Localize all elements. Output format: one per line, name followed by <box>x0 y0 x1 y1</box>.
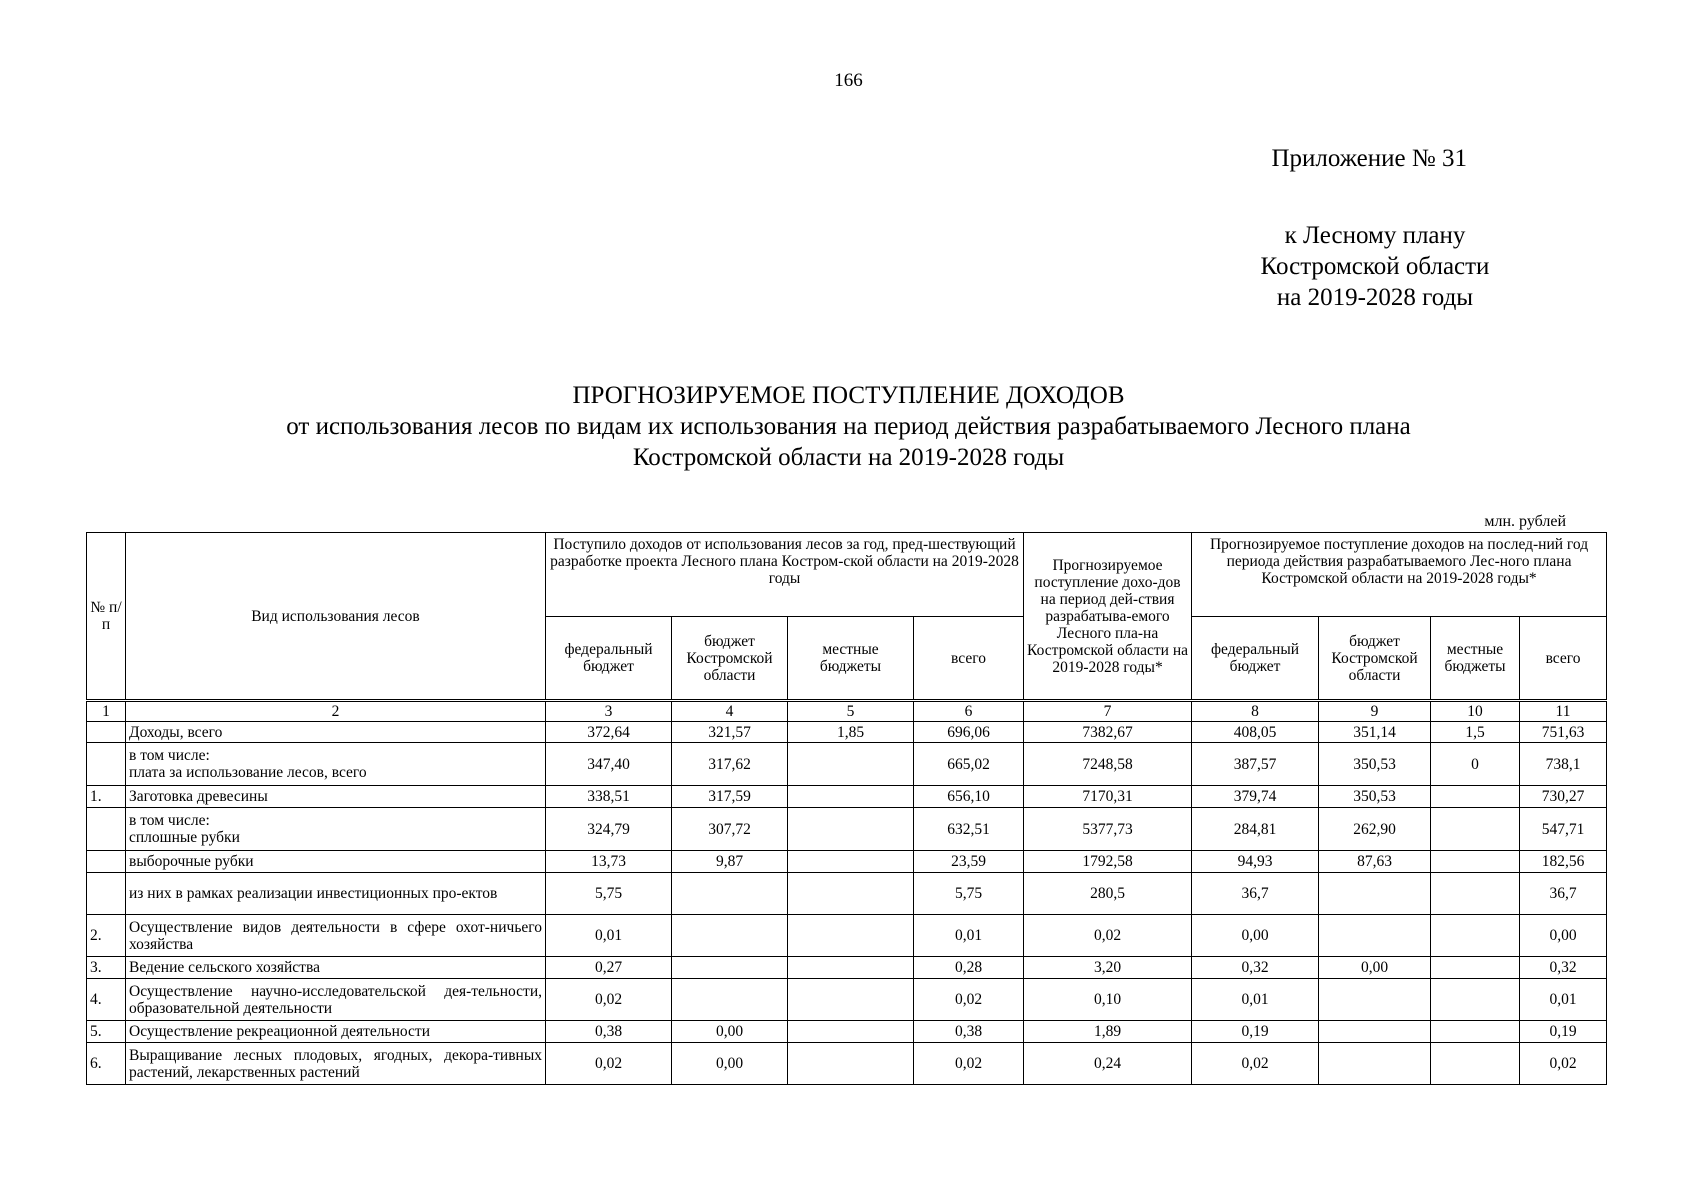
cell-last-local <box>1431 957 1520 979</box>
cell-regional: 0,00 <box>672 1043 788 1085</box>
table-row <box>87 957 1607 979</box>
cell-forecast-period: 3,20 <box>1024 957 1192 979</box>
table-row <box>87 915 1607 957</box>
page-number: 166 <box>834 70 863 91</box>
income-table <box>86 532 1607 1085</box>
row-name <box>126 808 546 851</box>
row-name: Ведение сельского хозяйства <box>126 957 546 979</box>
cell-last-local <box>1431 808 1520 851</box>
cell-last-local: 0 <box>1431 743 1520 786</box>
column-number: 5 <box>788 701 914 722</box>
title-line: ПРОГНОЗИРУЕМОЕ ПОСТУПЛЕНИЕ ДОХОДОВ <box>572 382 1125 409</box>
header-total: всего <box>1520 617 1607 701</box>
cell-local <box>788 979 914 1021</box>
cell-federal: 0,02 <box>546 979 672 1021</box>
cell-total: 632,51 <box>914 808 1024 851</box>
cell-local <box>788 1021 914 1043</box>
cell-last-total: 0,00 <box>1520 915 1607 957</box>
cell-last-total: 182,56 <box>1520 851 1607 873</box>
column-number: 6 <box>914 701 1024 722</box>
cell-last-regional: 262,90 <box>1319 808 1431 851</box>
cell-local <box>788 1043 914 1085</box>
column-number: 7 <box>1024 701 1192 722</box>
column-number: 8 <box>1192 701 1319 722</box>
cell-last-federal: 0,01 <box>1192 979 1319 1021</box>
cell-regional <box>672 979 788 1021</box>
header-regional: бюджет Костромской области <box>672 617 788 701</box>
cell-federal: 372,64 <box>546 722 672 743</box>
header-local: местные бюджеты <box>1431 617 1520 701</box>
cell-federal: 324,79 <box>546 808 672 851</box>
cell-local <box>788 915 914 957</box>
column-number: 4 <box>672 701 788 722</box>
cell-federal: 0,27 <box>546 957 672 979</box>
cell-federal: 0,01 <box>546 915 672 957</box>
cell-federal: 347,40 <box>546 743 672 786</box>
cell-last-total: 738,1 <box>1520 743 1607 786</box>
column-numbers-row <box>87 701 1607 722</box>
units-label: млн. рублей <box>1484 513 1566 530</box>
cell-forecast-period: 1792,58 <box>1024 851 1192 873</box>
cell-total: 0,01 <box>914 915 1024 957</box>
row-name: Осуществление научно-исследовательской дея-тельности, образовательной деятельности <box>126 979 546 1021</box>
cell-federal: 338,51 <box>546 786 672 808</box>
cell-last-regional: 0,00 <box>1319 957 1431 979</box>
header-federal: федеральный бюджет <box>1192 617 1319 701</box>
cell-total: 0,02 <box>914 979 1024 1021</box>
cell-last-local <box>1431 1043 1520 1085</box>
cell-last-federal: 94,93 <box>1192 851 1319 873</box>
cell-last-federal: 0,32 <box>1192 957 1319 979</box>
cell-total: 665,02 <box>914 743 1024 786</box>
cell-last-regional: 350,53 <box>1319 786 1431 808</box>
appendix-reference <box>1215 220 1535 313</box>
row-name-line: в том числе: <box>129 812 210 829</box>
cell-regional <box>672 915 788 957</box>
cell-last-local <box>1431 873 1520 915</box>
table-row <box>87 722 1607 743</box>
cell-local <box>788 873 914 915</box>
row-index: 2. <box>87 915 126 957</box>
cell-last-total: 36,7 <box>1520 873 1607 915</box>
row-name-line: сплошные рубки <box>129 829 240 846</box>
row-name-line: в том числе: <box>129 747 210 764</box>
cell-federal: 5,75 <box>546 873 672 915</box>
cell-last-total: 0,01 <box>1520 979 1607 1021</box>
cell-regional <box>672 957 788 979</box>
cell-total: 0,02 <box>914 1043 1024 1085</box>
table-row <box>87 873 1607 915</box>
appendix-line: к Лесному плану <box>1284 222 1466 249</box>
cell-last-federal: 379,74 <box>1192 786 1319 808</box>
cell-federal: 0,02 <box>546 1043 672 1085</box>
cell-local: 1,85 <box>788 722 914 743</box>
table-row <box>87 786 1607 808</box>
row-name: Доходы, всего <box>126 722 546 743</box>
row-index <box>87 873 126 915</box>
row-index: 3. <box>87 957 126 979</box>
cell-forecast-period: 0,02 <box>1024 915 1192 957</box>
cell-total: 696,06 <box>914 722 1024 743</box>
cell-last-federal: 0,02 <box>1192 1043 1319 1085</box>
header-forecast-period: Прогнозируемое поступление дохо-дов на период дей-ствия разрабатыва-емого Лесного пла-на Костромской области на 2019-2028 годы* <box>1024 533 1192 701</box>
table-row <box>87 979 1607 1021</box>
column-number: 2 <box>126 701 546 722</box>
cell-last-total: 0,02 <box>1520 1043 1607 1085</box>
cell-last-regional <box>1319 1043 1431 1085</box>
document-title <box>0 380 1697 473</box>
row-name: Осуществление видов деятельности в сфере охот-ничьего хозяйства <box>126 915 546 957</box>
row-name: из них в рамках реализации инвестиционных про-ектов <box>126 873 546 915</box>
row-index: 5. <box>87 1021 126 1043</box>
header-group-prev-year: Поступило доходов от использования лесов за год, пред-шествующий разработке проекта Лесного плана Костром-ской области на 2019-2028 годы <box>546 533 1024 617</box>
row-index <box>87 851 126 873</box>
appendix-number: Приложение № 31 <box>1271 145 1467 172</box>
cell-last-regional <box>1319 979 1431 1021</box>
row-index <box>87 722 126 743</box>
cell-forecast-period: 280,5 <box>1024 873 1192 915</box>
row-index: 1. <box>87 786 126 808</box>
cell-forecast-period: 7382,67 <box>1024 722 1192 743</box>
row-name <box>126 743 546 786</box>
row-index <box>87 743 126 786</box>
row-name-line: плата за использование лесов, всего <box>129 764 367 781</box>
cell-last-regional <box>1319 915 1431 957</box>
cell-last-local <box>1431 786 1520 808</box>
column-number: 3 <box>546 701 672 722</box>
cell-last-federal: 0,00 <box>1192 915 1319 957</box>
cell-local <box>788 786 914 808</box>
cell-federal: 0,38 <box>546 1021 672 1043</box>
cell-regional: 321,57 <box>672 722 788 743</box>
row-name: Выращивание лесных плодовых, ягодных, декора-тивных растений, лекарственных растений <box>126 1043 546 1085</box>
cell-total: 0,28 <box>914 957 1024 979</box>
row-index <box>87 808 126 851</box>
cell-last-local <box>1431 915 1520 957</box>
cell-last-local <box>1431 1021 1520 1043</box>
column-number: 10 <box>1431 701 1520 722</box>
table-row <box>87 1021 1607 1043</box>
cell-last-local: 1,5 <box>1431 722 1520 743</box>
cell-last-federal: 36,7 <box>1192 873 1319 915</box>
appendix-line: на 2019-2028 годы <box>1276 284 1474 311</box>
cell-local <box>788 743 914 786</box>
cell-last-regional: 350,53 <box>1319 743 1431 786</box>
cell-last-regional: 351,14 <box>1319 722 1431 743</box>
cell-last-total: 547,71 <box>1520 808 1607 851</box>
column-number: 9 <box>1319 701 1431 722</box>
appendix-line: Костромской области <box>1260 253 1490 280</box>
column-number: 1 <box>87 701 126 722</box>
cell-forecast-period: 7170,31 <box>1024 786 1192 808</box>
cell-local <box>788 851 914 873</box>
cell-local <box>788 957 914 979</box>
cell-forecast-period: 1,89 <box>1024 1021 1192 1043</box>
cell-last-regional: 87,63 <box>1319 851 1431 873</box>
row-name: Осуществление рекреационной деятельности <box>126 1021 546 1043</box>
cell-regional: 307,72 <box>672 808 788 851</box>
cell-last-federal: 0,19 <box>1192 1021 1319 1043</box>
row-index: 4. <box>87 979 126 1021</box>
cell-last-total: 0,19 <box>1520 1021 1607 1043</box>
cell-last-total: 730,27 <box>1520 786 1607 808</box>
cell-regional: 317,59 <box>672 786 788 808</box>
cell-last-federal: 284,81 <box>1192 808 1319 851</box>
title-line: Костромской области на 2019-2028 годы <box>632 444 1065 471</box>
table-row <box>87 808 1607 851</box>
cell-total: 23,59 <box>914 851 1024 873</box>
cell-federal: 13,73 <box>546 851 672 873</box>
title-line: от использования лесов по видам их использования на период действия разрабатываемого Лесного плана <box>286 413 1411 440</box>
cell-forecast-period: 0,24 <box>1024 1043 1192 1085</box>
cell-last-total: 0,32 <box>1520 957 1607 979</box>
header-regional: бюджет Костромской области <box>1319 617 1431 701</box>
header-group-last-year: Прогнозируемое поступление доходов на послед-ний год периода действия разрабатываемого Лес-ного плана Костромской области на 2019-2028 годы* <box>1192 533 1607 617</box>
cell-regional: 317,62 <box>672 743 788 786</box>
cell-regional: 9,87 <box>672 851 788 873</box>
cell-forecast-period: 0,10 <box>1024 979 1192 1021</box>
header-num: № п/п <box>87 533 126 701</box>
cell-last-regional <box>1319 873 1431 915</box>
column-number: 11 <box>1520 701 1607 722</box>
header-federal: федеральный бюджет <box>546 617 672 701</box>
cell-last-local <box>1431 979 1520 1021</box>
cell-total: 656,10 <box>914 786 1024 808</box>
cell-forecast-period: 7248,58 <box>1024 743 1192 786</box>
table-row <box>87 1043 1607 1085</box>
cell-last-total: 751,63 <box>1520 722 1607 743</box>
cell-total: 5,75 <box>914 873 1024 915</box>
header-type: Вид использования лесов <box>126 533 546 701</box>
cell-local <box>788 808 914 851</box>
row-index: 6. <box>87 1043 126 1085</box>
header-local: местные бюджеты <box>788 617 914 701</box>
table-row <box>87 743 1607 786</box>
cell-last-local <box>1431 851 1520 873</box>
row-name: выборочные рубки <box>126 851 546 873</box>
cell-regional <box>672 873 788 915</box>
cell-total: 0,38 <box>914 1021 1024 1043</box>
table-row <box>87 851 1607 873</box>
header-total: всего <box>914 617 1024 701</box>
cell-forecast-period: 5377,73 <box>1024 808 1192 851</box>
cell-last-regional <box>1319 1021 1431 1043</box>
cell-last-federal: 408,05 <box>1192 722 1319 743</box>
row-name: Заготовка древесины <box>126 786 546 808</box>
cell-regional: 0,00 <box>672 1021 788 1043</box>
cell-last-federal: 387,57 <box>1192 743 1319 786</box>
